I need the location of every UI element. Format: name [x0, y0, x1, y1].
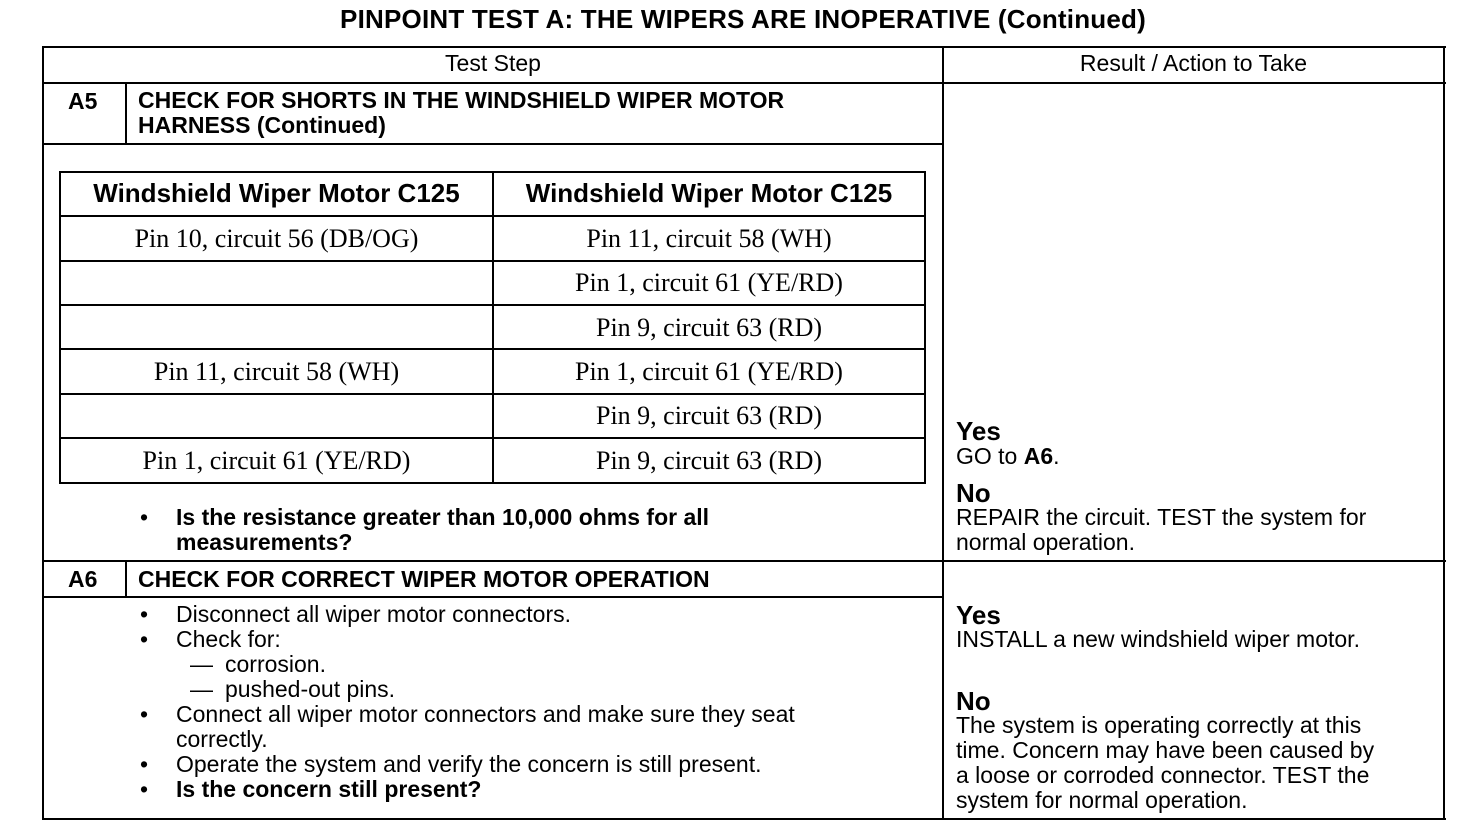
step-id-a6: A6 — [68, 566, 98, 592]
table-cell: Pin 1, circuit 61 (YE/RD) — [142, 446, 411, 475]
pin-table-header: Windshield Wiper Motor C125 — [93, 178, 460, 208]
a5-question: Is the resistance greater than 10,000 ohms for all measurements? — [176, 504, 710, 555]
list-item: Check for: — [176, 626, 281, 652]
table-cell: Pin 1, circuit 61 (YE/RD) — [575, 268, 843, 297]
a6-yes-label: Yes — [956, 600, 1001, 630]
header-result: Result / Action to Take — [1079, 50, 1308, 76]
page-title: PINPOINT TEST A: THE WIPERS ARE INOPERATIVE (Continued) — [340, 4, 1146, 34]
a5-no-label: No — [956, 478, 991, 508]
bullet-dot: • — [140, 504, 149, 530]
table-cell: Pin 9, circuit 63 (RD) — [595, 313, 823, 342]
table-cell: Pin 9, circuit 63 (RD) — [595, 446, 823, 475]
a5-yes-action: GO to A6. — [956, 443, 1060, 469]
table-cell: Pin 11, circuit 58 (WH) — [586, 224, 832, 253]
a5-no-action: REPAIR the circuit. TEST the system for normal operation. — [956, 504, 1367, 555]
a6-question: Is the concern still present? — [176, 776, 482, 802]
step-heading-a6: CHECK FOR CORRECT WIPER MOTOR OPERATION — [138, 566, 710, 592]
pin-table-header: Windshield Wiper Motor C125 — [525, 178, 893, 208]
table-cell: Pin 9, circuit 63 (RD) — [595, 401, 823, 430]
step-heading-a5: CHECK FOR SHORTS IN THE WINDSHIELD WIPER MOTOR HARNESS (Continued) — [138, 87, 785, 138]
a6-no-label: No — [956, 686, 991, 716]
table-cell: Pin 1, circuit 61 (YE/RD) — [575, 357, 843, 386]
list-item: Connect all wiper motor connectors and make sure they seat correctly. — [176, 701, 795, 752]
list-item: Operate the system and verify the concern is still present. — [176, 751, 762, 777]
a6-yes-action: INSTALL a new windshield wiper motor. — [956, 626, 1360, 652]
header-test-step: Test Step — [445, 50, 541, 76]
list-item: pushed-out pins. — [225, 676, 396, 702]
a5-yes-label: Yes — [956, 416, 1001, 446]
a6-no-action: The system is operating correctly at this time. Concern may have been caused by a loose or corroded connector. TEST the system for normal operation. — [956, 712, 1375, 813]
a5-yes-target: A6 — [1023, 443, 1054, 469]
list-item: corrosion. — [225, 651, 326, 677]
list-item: Disconnect all wiper motor connectors. — [176, 601, 571, 627]
table-cell: Pin 10, circuit 56 (DB/OG) — [134, 224, 419, 253]
table-cell: Pin 11, circuit 58 (WH) — [153, 357, 400, 386]
step-id-a5: A5 — [68, 88, 98, 114]
